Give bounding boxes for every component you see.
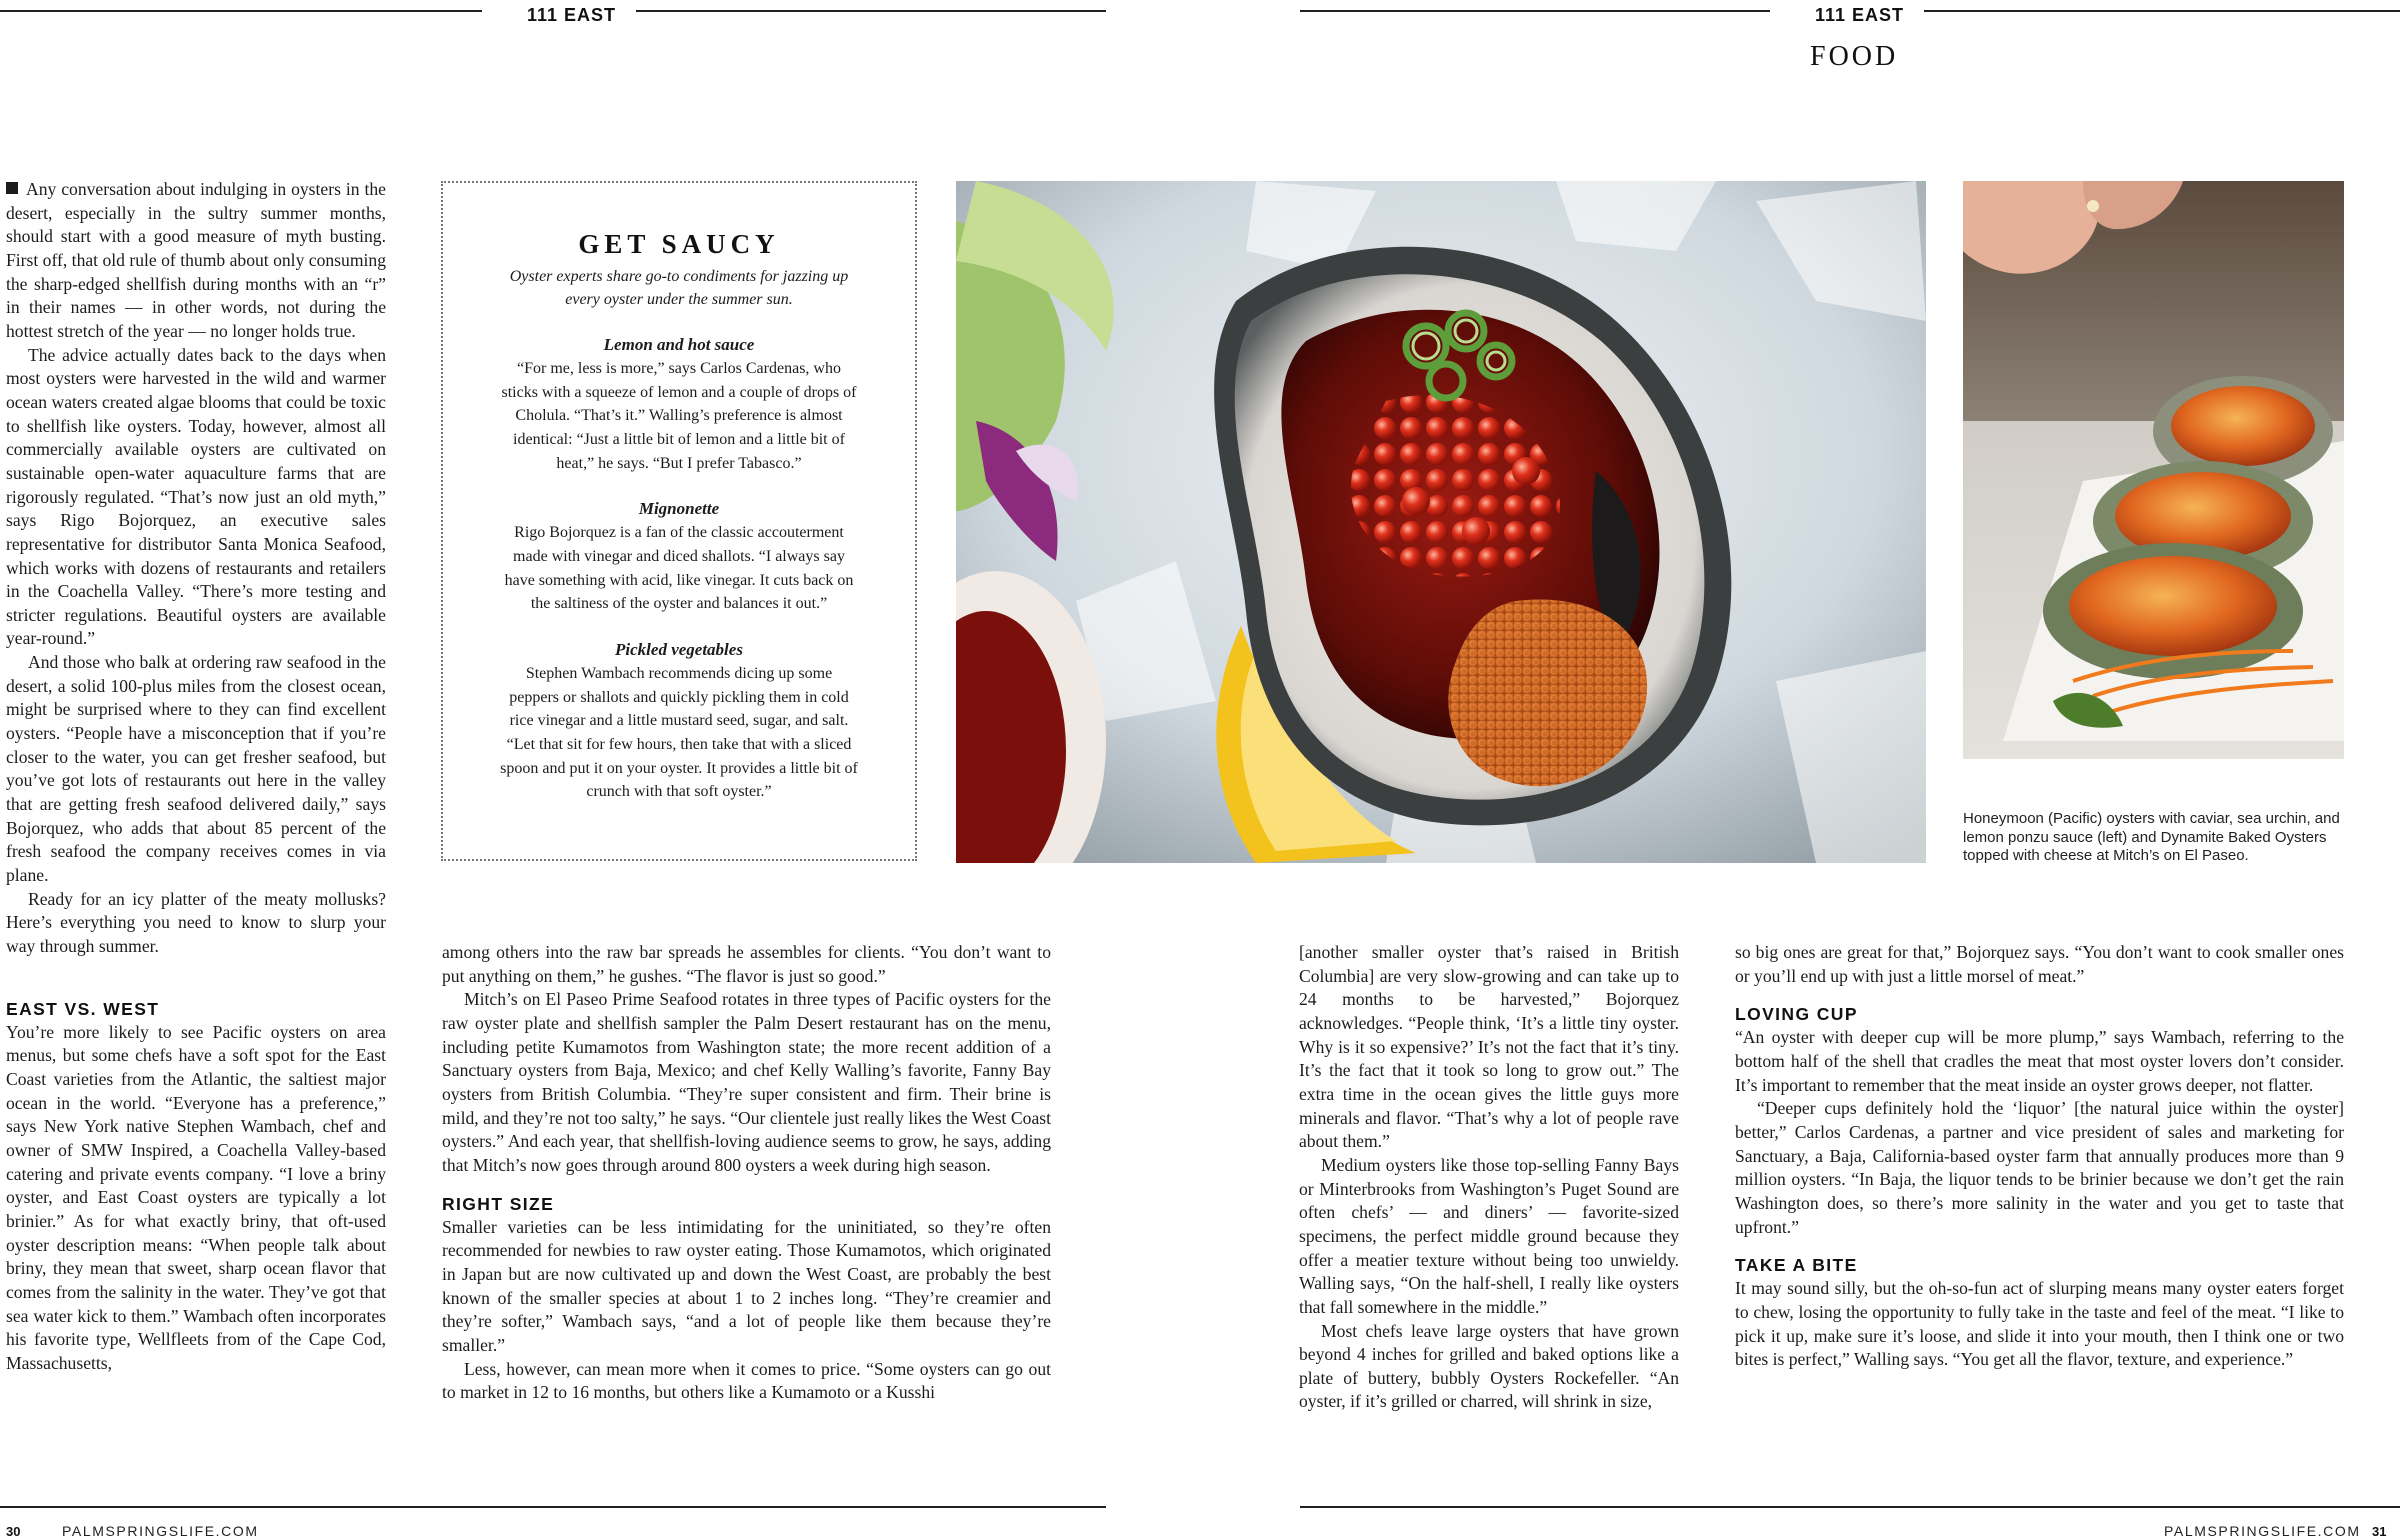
baked-oysters-illustration [1963,181,2344,759]
photo-caption: Honeymoon (Pacific) oysters with caviar, sea urchin, and lemon ponzu sauce (left) and Dynamite Baked Oysters topped with cheese at Mitch’s on El Paseo. [1963,810,2340,864]
paragraph: [another smaller oyster that’s raised in British Columbia] are very slow-growing and can take up to 24 months to be harvested,” Bojorquez acknowledges. “People think, ‘It’s a little tiny oyster. Why is it so expensive?’ It’s not the fact that it’s tiny. It’s the fact that it took so long to grow out.” The extra time in the ocean gives the little guys more minerals and flavor. “That’s why a lot of people rave about them.” [1299,942,1679,1152]
sidebar-item-body: Rigo Bojorquez is a fan of the classic accouterment made with vinegar and diced shallots. “I always say have something with acid, like vinegar. It cuts back on the saltiness of the oyster and balances it out.” [504,524,854,613]
paragraph: Smaller varieties can be less intimidating for the uninitiated, so they’re often recommended for newbies to raw oyster eating. Those Kumamotos, which originated in Japan but are now cultivated up and down the West Coast, are probably the best known of the smaller species at about 1 to 2 inches long. “They’re creamier and they’re softer,” Wambach says, “and a lot of people like them because they’re smaller.” [442,1216,1051,1355]
sidebar-deck: Oyster experts share go-to condiments for jazzing up every oyster under the summer sun. [509,268,849,308]
sidebar-item-heading: Pickled vegetables [615,639,743,659]
header-rule-left-a [0,10,482,12]
article-column-2 [442,941,1051,1405]
start-square-icon [6,182,18,194]
paragraph: “Deeper cups definitely hold the ‘liquor’ [the natural juice within the oyster] better,” Carlos Cardenas, a partner and vice president of sales and marketing for Sanctuary, a Baja, California-based oyster farm that annually produces more than 9 million oysters. “In Baja, the liquor tends to be brinier because we don’t get the rain Washington does, so there’s more salinity in the water and you get to taste that upfront.” [1735,1098,2344,1237]
article-column-1 [6,178,386,1376]
sidebar-title: GET SAUCY [578,229,780,259]
subhead-east-vs-west: EAST VS. WEST [6,998,160,1019]
header-rule-left-b [636,10,1106,12]
category-label: FOOD [1810,41,1899,72]
footer-rule-right [1300,1506,2400,1508]
header-rule-right-b [1924,10,2400,12]
paragraph: Most chefs leave large oysters that have grown beyond 4 inches for grilled and baked options like a plate of buttery, bubbly Oysters Rockefeller. “An oyster, if it’s grilled or charred, will shrink in size, [1299,1320,1679,1412]
subhead-loving-cup: LOVING CUP [1735,1004,1858,1025]
sidebar-item-heading: Lemon and hot sauce [603,335,755,354]
subhead-take-a-bite: TAKE A BITE [1735,1255,1858,1276]
paragraph: so big ones are great for that,” Bojorquez says. “You don’t want to cook smaller ones or you’ll end up with just a little morsel of meat.” [1735,942,2344,986]
paragraph: It may sound silly, but the oh-so-fun act of slurping means many oyster eaters forget to chew, losing the opportunity to fully take in the taste and feel of the meat. “I like to pick it up, make sure it’s loose, and slide it into your mouth, then I think one or two bites is perfect,” Walling says. “You get all the flavor, texture, and experience.” [1735,1278,2344,1370]
photo-dynamite-baked-oysters [1963,181,2344,759]
sidebar-item-heading: Mignonette [638,499,720,519]
paragraph: Mitch’s on El Paseo Prime Seafood rotates in three types of Pacific oysters for the raw oyster plate and shellfish sampler the Palm Desert restaurant has on the menu, including petite Kumamotos from Washington state; the more recent addition of a Sanctuary oysters from Baja, Mexico; and chef Kelly Walling’s favorite, Fanny Bay oysters from British Columbia. “They’re super consistent and firm. Their brine is mild, and they’re not too salty,” he says. “Our clientele just really likes the West Coast oysters.” And each year, that shellfish-loving audience seems to grow, he says, adding that Mitch’s now goes through around 800 oysters a week during high season. [442,989,1051,1175]
article-column-4 [1735,941,2344,1372]
article-column-3 [1299,941,1679,1414]
paragraph: among others into the raw bar spreads he assembles for clients. “You don’t want to put anything on them,” he gushes. “The flavor is just so good.” [442,942,1051,986]
paragraph: Medium oysters like those top-selling Fanny Bays or Minterbrooks from Washington’s Puget Sound are often chefs’ — and diners’ — favorite-sized specimens, the perfect middle ground because they offer a meatier texture without being too unwieldy. Walling says, “On the half-shell, I really like oysters that fall somewhere in the middle.” [1299,1154,1679,1317]
oyster-illustration [956,181,1926,863]
page-number-right: 31 [2372,1524,2387,1539]
paragraph: “An oyster with deeper cup will be more plump,” says Wambach, referring to the bottom half of the shell that cradles the meat that most oyster lovers don’t consider. It’s important to remember that the meat inside an oyster grows deeper, not flatter. [1735,1027,2344,1095]
photo-honeymoon-oyster [956,181,1926,863]
page-number-left: 30 [6,1524,21,1539]
paragraph: Ready for an icy platter of the meaty mollusks? Here’s everything you need to know to slurp your way through summer. [6,888,386,956]
sidebar-get-saucy [441,181,917,861]
header-rule-right-a [1300,10,1770,12]
footer-site-left: PALMSPRINGSLIFE.COM [62,1523,259,1539]
footer-rule-left [0,1506,1106,1508]
footer-site-right: PALMSPRINGSLIFE.COM [2164,1523,2361,1539]
lead-paragraph: Any conversation about indulging in oysters in the desert, especially in the sultry summer months, should start with a good measure of myth busting. First off, that old rule of thumb about only consuming the sharp-edged shellfish during months with an “r” in their names — in other words, not during the hottest stretch of the year — no longer holds true. [6,179,386,341]
sidebar-item-body: “For me, less is more,” says Carlos Cardenas, who sticks with a squeeze of lemon and a couple of drops of Cholula. “That’s it.” Walling’s preference is almost identical: “Just a little bit of lemon and a little bit of heat,” he says. “But I prefer Tabasco.” [501,360,857,472]
section-label-left: 111 EAST [527,5,617,25]
subhead-right-size: RIGHT SIZE [442,1193,555,1214]
paragraph: And those who balk at ordering raw seafood in the desert, a solid 100-plus miles from the closest ocean, might be surprised where to they can find excellent oysters. “People have a misconception that if you’re closer to the water, you can get fresher seafood, but you’ve got lots of restaurants out here in the valley that are getting fresh seafood delivered daily,” says Bojorquez, who adds that about 85 percent of the fresh seafood the company receives comes in via plane. [6,652,386,886]
sidebar-item-body: Stephen Wambach recommends dicing up some peppers or shallots and quickly pickling them in cold rice vinegar and a little mustard seed, sugar, and salt. “Let that sit for few hours, then take that with a sliced spoon and put it on your oyster. It provides a little bit of crunch with that soft oyster.” [500,664,858,801]
paragraph: You’re more likely to see Pacific oysters on area menus, but some chefs have a soft spot for the East Coast varieties from the Atlantic, the saltiest major ocean in the world. “Everyone has a preference,” says New York native Stephen Wambach, chef and owner of SMW Inspired, a Coachella Valley-based catering and private events company. “I love a briny oyster, and East Coast oysters are typically a lot brinier.” As for what exactly briny, that oft-used oyster description means: “When people talk about briny, they mean that sweet, sharp ocean flavor that comes from the salinity in the water. They’ve got that sea water kick to them.” Wambach often incorporates his favorite type, Wellfleets from of the Cape Cod, Massachusetts, [6,1021,386,1373]
paragraph: The advice actually dates back to the days when most oysters were harvested in the wild and warmer ocean waters created algae blooms that could be toxic to shellfish like oysters. Today, however, almost all commercially available oysters are cultivated on sustainable open-water aquaculture farms that are rigorously regulated. “That’s now just an old myth,” says Rigo Bojorquez, an executive sales representative for distributor Santa Monica Seafood, which works with dozens of restaurants and retailers in the Coachella Valley. “There’s more testing and stricter regulations. Beautiful oysters are available year-round.” [6,344,386,649]
section-label-right: 111 EAST [1815,5,1905,25]
paragraph: Less, however, can mean more when it comes to price. “Some oysters can go out to market in 12 to 16 months, but others like a Kumamoto or a Kusshi [442,1358,1051,1403]
